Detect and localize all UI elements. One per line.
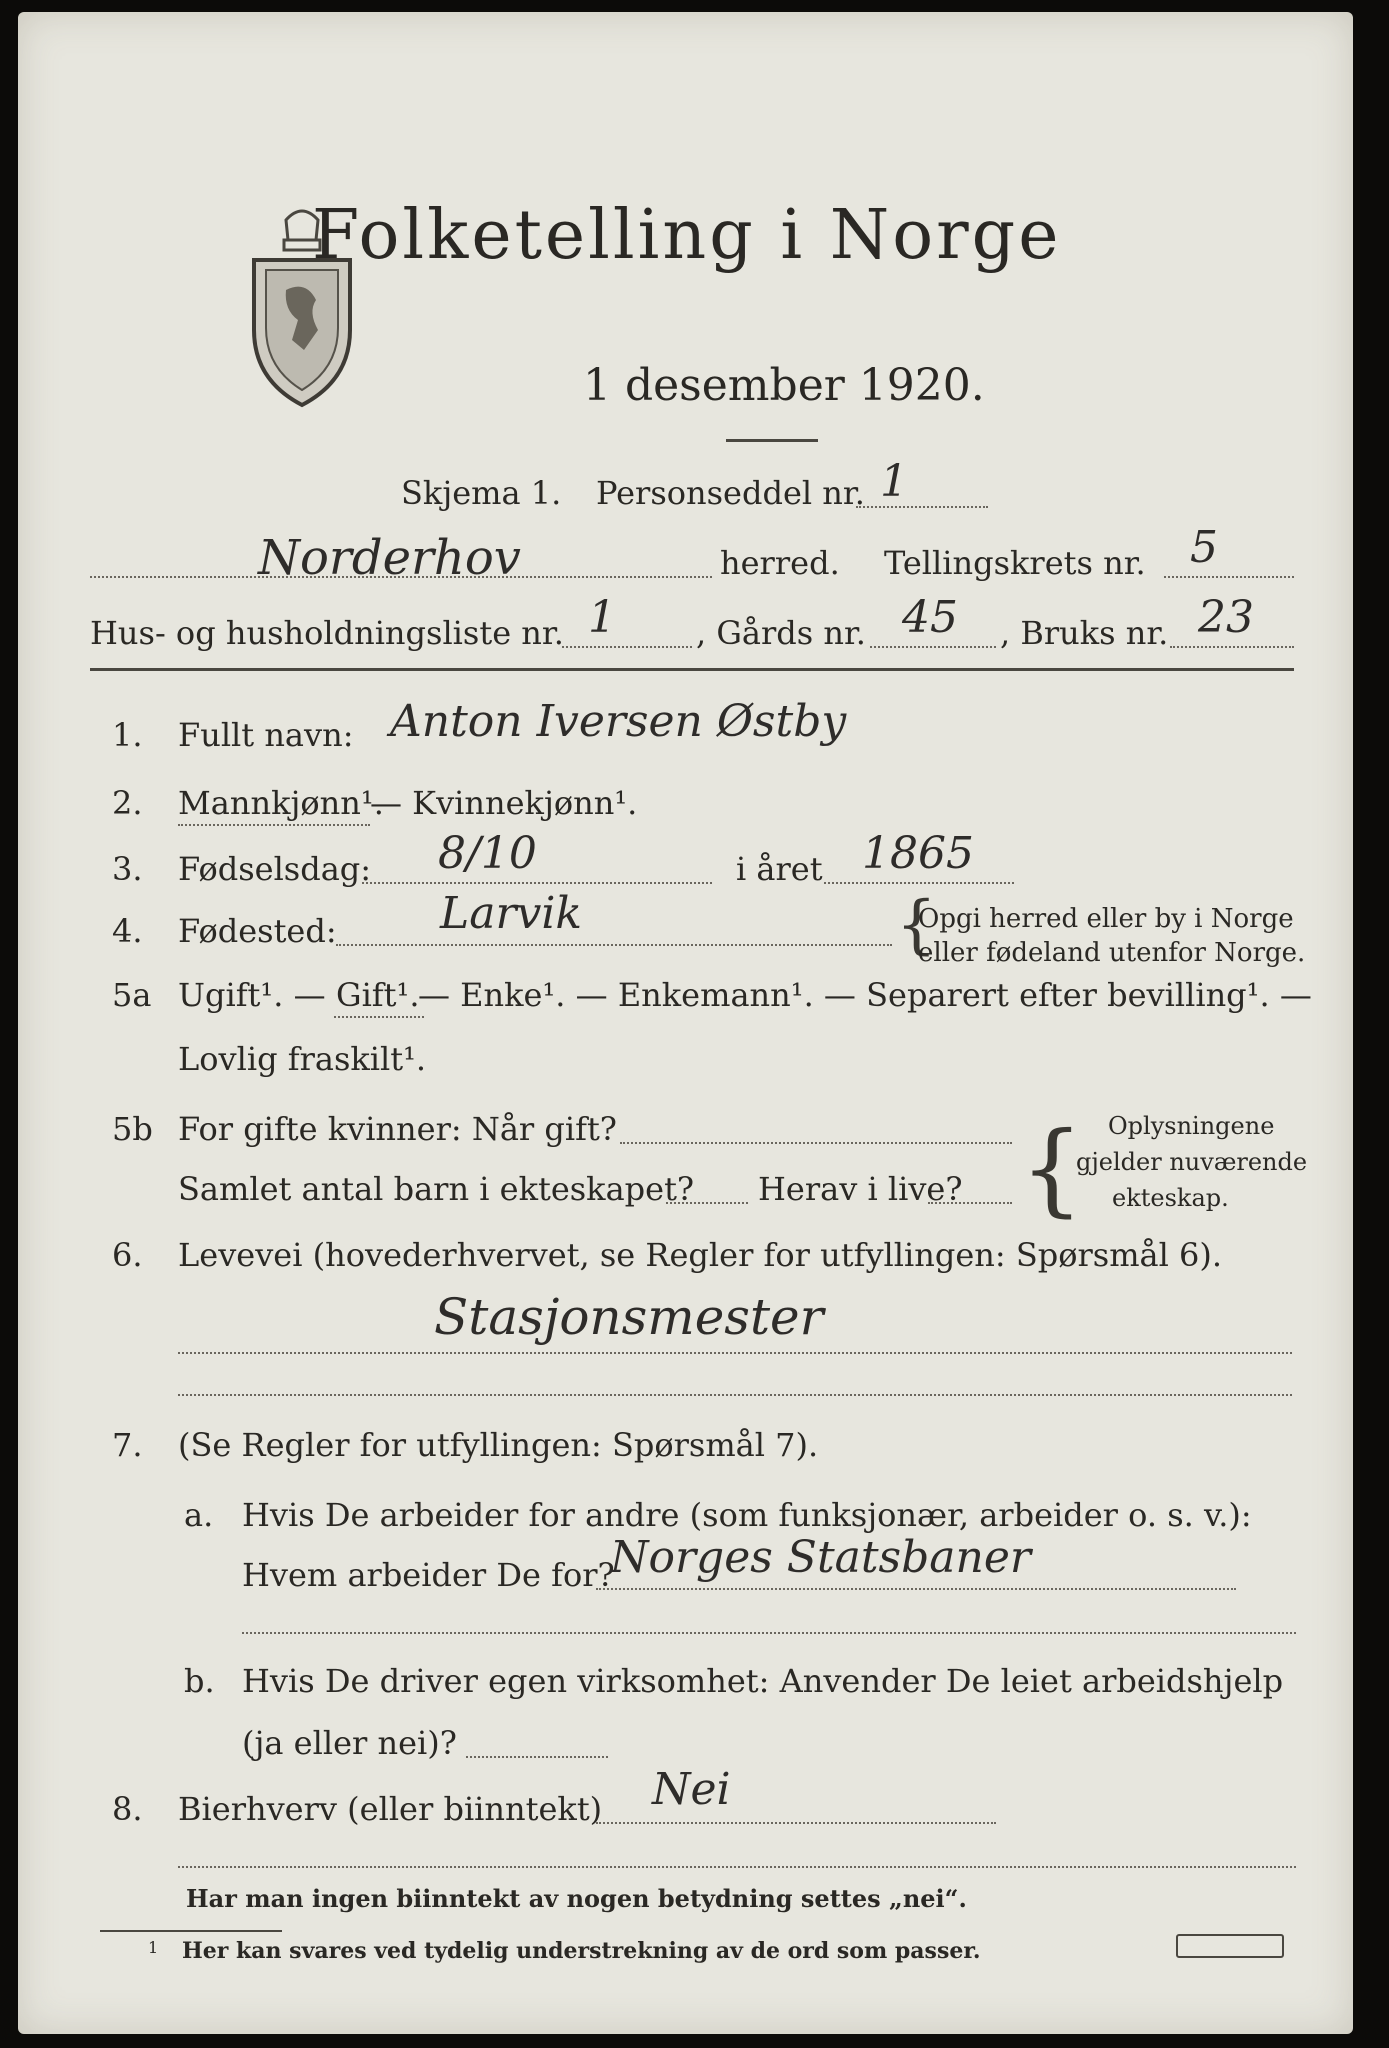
q7b-label1: Hvis De driver egen virksomhet: Anvender De leiet arbeidshjelp [242,1662,1284,1700]
q7-label: (Se Regler for utfyllingen: Spørsmål 7). [178,1426,819,1464]
q7a-field-line2 [242,1632,1296,1634]
title-rule [726,439,818,442]
q5b-label2: Samlet antal barn i ekteskapet? [178,1170,695,1208]
q8-field-line2 [178,1866,1296,1868]
q3-label: Fødselsdag: [178,850,372,888]
bruks-value: 23 [1198,592,1254,643]
herred-label: herred. [720,544,840,582]
q4-brace: { [896,888,937,962]
herred-value: Norderhov [258,530,521,586]
footnote-rule [100,1930,282,1932]
q5a-number: 5a [112,976,152,1014]
q2-female: — Kvinnekjønn¹. [370,784,638,822]
q5b-note1: Oplysningene [1108,1112,1275,1140]
tellingskrets-field [1164,576,1294,578]
section-rule [90,668,1294,671]
q5a-gift: Gift¹. [336,976,420,1014]
q6-field-line2 [178,1394,1292,1396]
q7a-label2: Hvem arbeider De for? [242,1556,615,1594]
q4-field [336,944,892,946]
q3-number: 3. [112,850,143,888]
q7a-letter: a. [184,1496,214,1534]
q2-male: Mannkjønn¹. [178,784,384,822]
gards-value: 45 [902,592,958,643]
footnote-text: Her kan svares ved tydelig understrekning av de ord som passer. [182,1938,981,1964]
personseddel-label: Personseddel nr. [596,474,865,512]
personseddel-value: 1 [880,456,908,507]
q4-label: Fødested: [178,912,337,950]
q7b-letter: b. [184,1662,215,1700]
footer-note: Har man ingen biinntekt av nogen betydning settes „nei“. [186,1884,967,1913]
q4-value: Larvik [440,888,583,939]
q3-value: 8/10 [438,828,537,879]
bruks-field [1170,646,1294,648]
q7a-field-line1 [596,1588,1236,1590]
q1-label: Fullt navn: [178,716,354,754]
q5b-note3: ekteskap. [1112,1184,1229,1212]
printer-stamp [1176,1934,1284,1958]
q7-number: 7. [112,1426,143,1464]
q5a-fraskilt: Lovlig fraskilt¹. [178,1040,427,1078]
q5a-ugift: Ugift¹. — [178,976,326,1014]
q5a-gift-underline [334,1016,424,1018]
q4-note-line1: Opgi herred eller by i Norge [918,904,1294,934]
q6-label: Levevei (hovederhvervet, se Regler for utfyllingen: Spørsmål 6). [178,1236,1223,1274]
q2-male-underline [178,824,370,826]
q7b-label2: (ja eller nei)? [242,1724,457,1762]
form-title: Folketelling i Norge [312,196,1062,275]
q7a-label1: Hvis De arbeider for andre (som funksjonær, arbeider o. s. v.): [242,1496,1252,1534]
q3-year-label: i året [736,850,823,888]
q1-number: 1. [112,716,143,754]
census-date: 1 desember 1920. [583,360,985,411]
q8-label: Bierhverv (eller biinntekt) [178,1790,603,1828]
q3-field [362,882,712,884]
q5b-number: 5b [112,1110,153,1148]
tellingskrets-value: 5 [1190,522,1218,573]
q5b-gift-field [620,1142,1012,1144]
q5a-rest: — Enke¹. — Enkemann¹. — Separert efter bevilling¹. — [418,976,1312,1014]
q5b-live-field [928,1202,1012,1204]
personseddel-field [856,506,988,508]
q4-note-line2: eller fødeland utenfor Norge. [918,938,1306,968]
hus-field [562,646,692,648]
q3-year-value: 1865 [862,828,974,879]
q6-number: 6. [112,1236,143,1274]
hus-value: 1 [588,592,616,643]
footnote-mark: 1 [148,1938,159,1957]
q8-value: Nei [652,1764,731,1815]
q6-value: Stasjonsmester [434,1288,824,1346]
hus-label: Hus- og husholdningsliste nr. [90,614,564,652]
q5b-note2: gjelder nuværende [1076,1148,1308,1176]
census-form [18,12,1353,2034]
bruks-label: , Bruks nr. [1000,614,1169,652]
q1-value: Anton Iversen Østby [390,696,847,747]
q4-number: 4. [112,912,143,950]
tellingskrets-label: Tellingskrets nr. [884,544,1146,582]
q5b-label3: Herav i live? [758,1170,963,1208]
gards-field [870,646,996,648]
q5b-label1: For gifte kvinner: Når gift? [178,1110,617,1148]
q8-number: 8. [112,1790,143,1828]
herred-field [90,576,712,578]
q7a-value: Norges Statsbaner [610,1532,1031,1583]
q8-field-line1 [596,1822,996,1824]
q5b-brace: { [1020,1110,1084,1227]
q5b-barn-field [666,1202,748,1204]
gards-label: , Gårds nr. [696,614,866,652]
q6-field-line1 [178,1352,1292,1354]
q3-year-field [824,882,1014,884]
q7b-field [466,1756,608,1758]
q2-number: 2. [112,784,143,822]
skjema-label: Skjema 1. [401,474,562,512]
